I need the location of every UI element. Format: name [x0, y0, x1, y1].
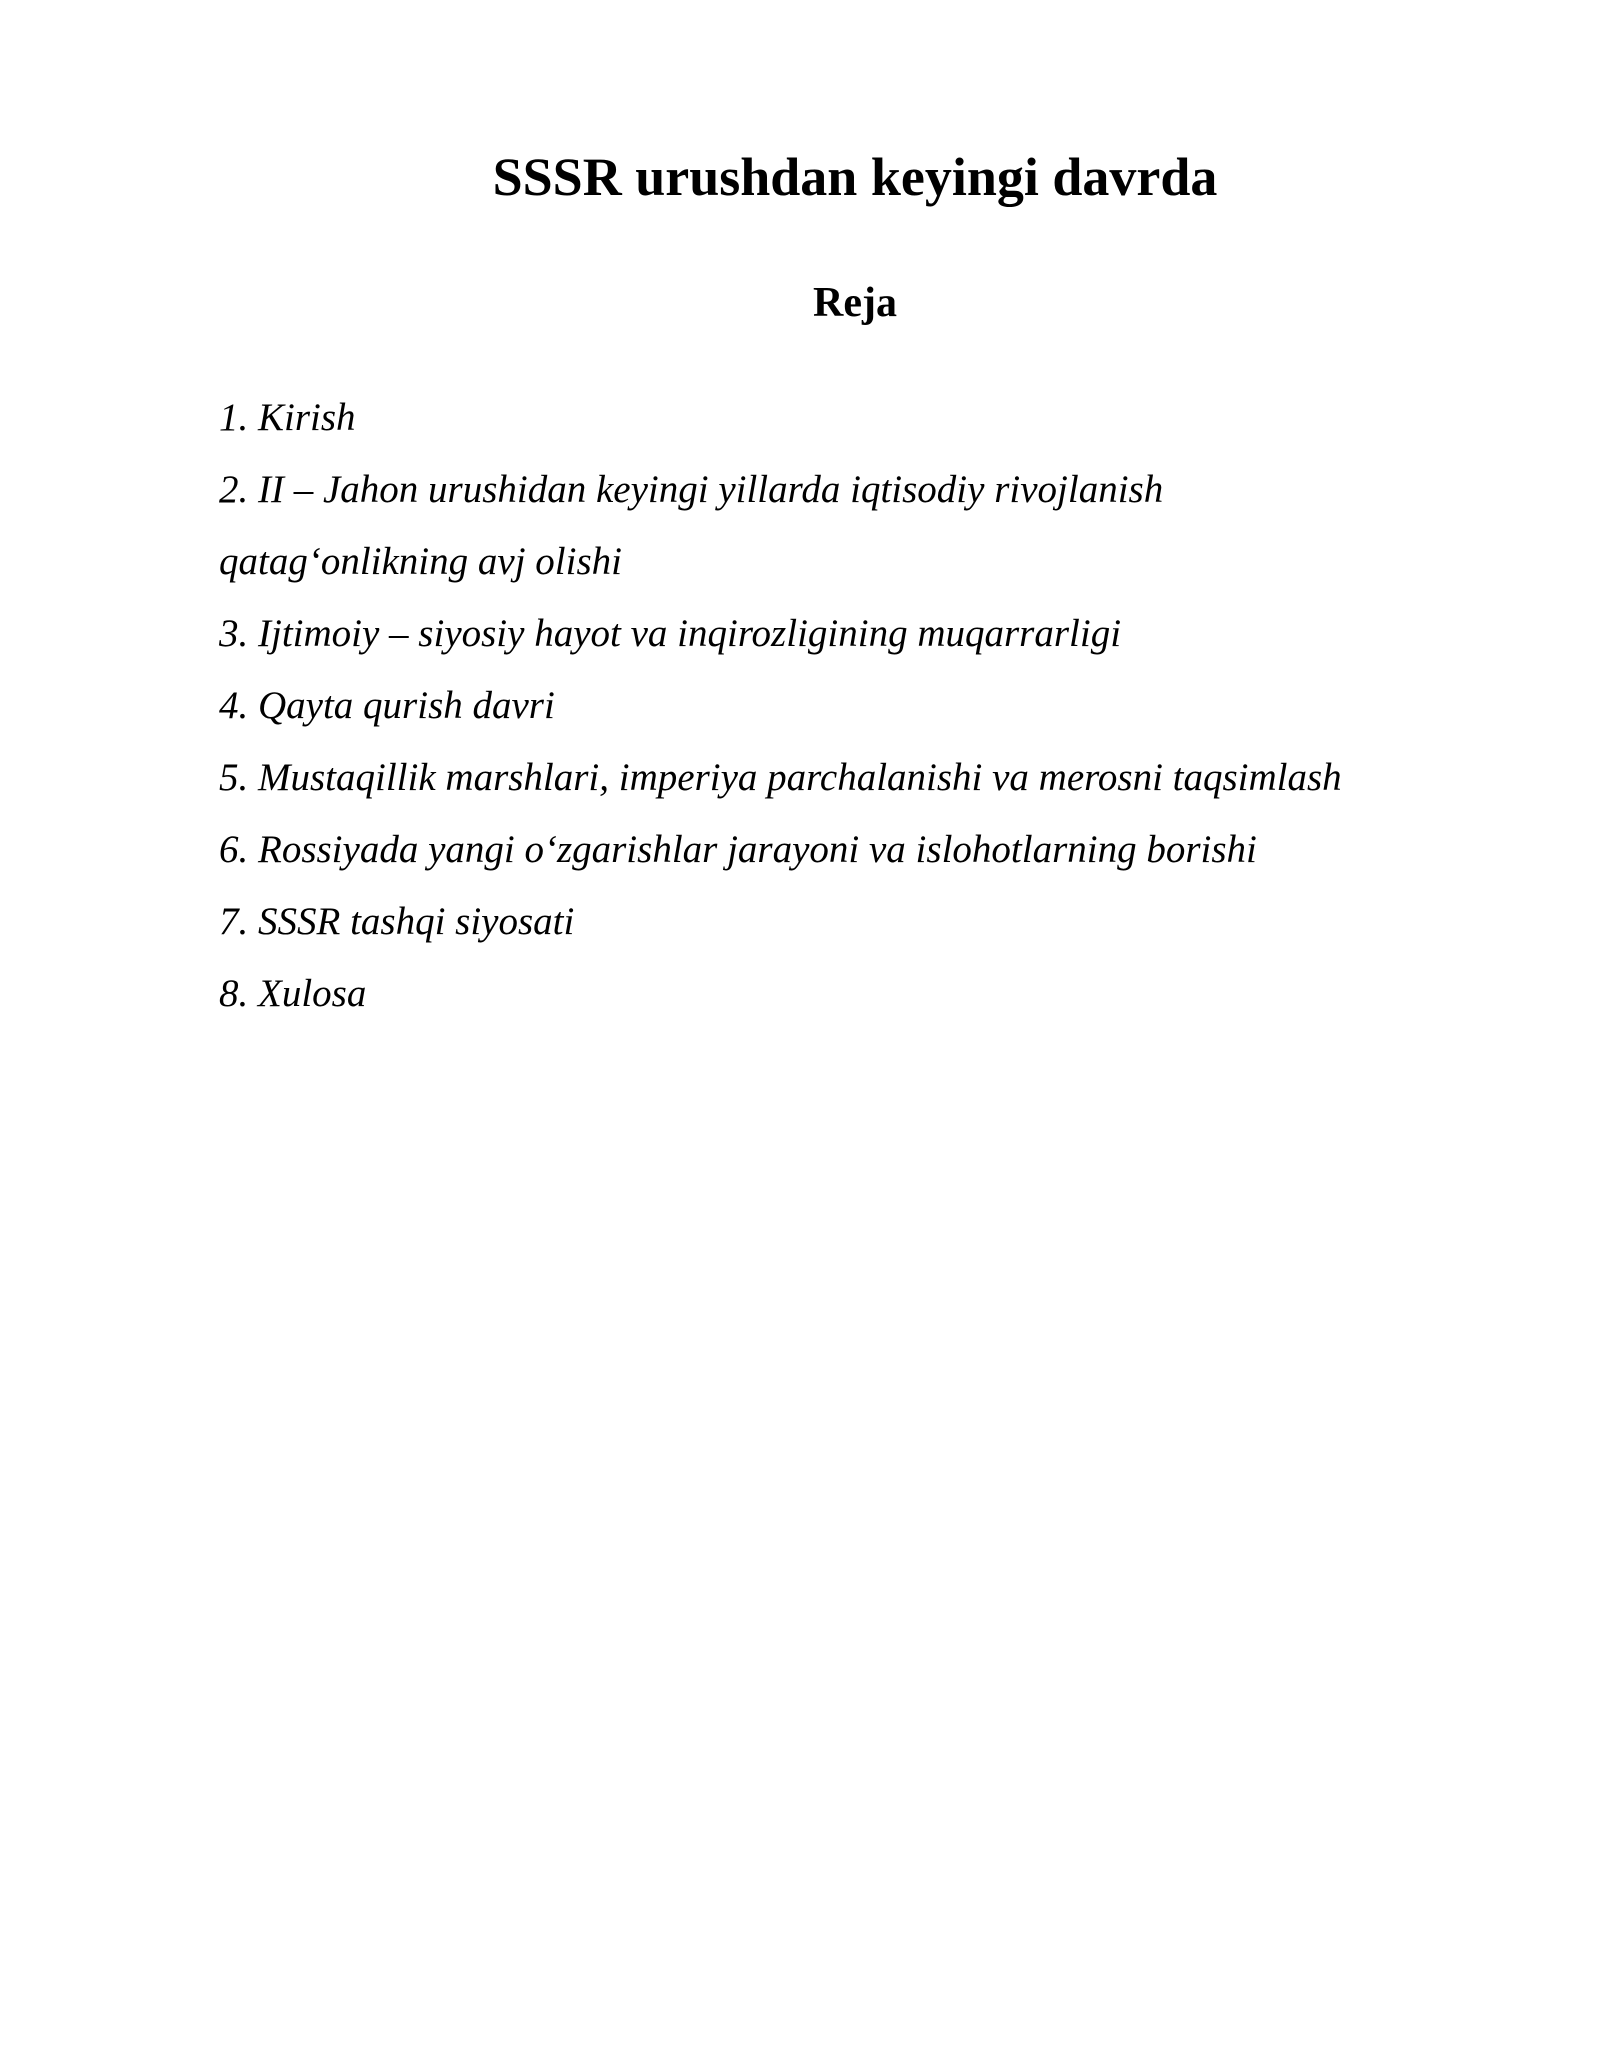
document-title: SSSR urushdan keyingi davrda: [492, 147, 1218, 207]
plan-heading: Reja: [813, 280, 897, 326]
plan-item-social-political-life: 3. Ijtimoiy – siyosiy hayot va inqirozligining muqarrarligi: [219, 612, 1122, 655]
plan-item-independence-marches: 5. Mustaqillik marshlari, imperiya parchalanishi va merosni taqsimlash: [219, 756, 1342, 799]
plan-item-economic-development-continued: qatag‘onlikning avj olishi: [219, 540, 622, 583]
plan-item-economic-development: 2. II – Jahon urushidan keyingi yillarda iqtisodiy rivojlanish: [219, 468, 1164, 511]
plan-list: [219, 382, 1479, 1030]
plan-item-kirish: 1. Kirish: [219, 396, 356, 439]
plan-item-russia-reforms: 6. Rossiyada yangi o‘zgarishlar jarayoni va islohotlarning borishi: [219, 828, 1257, 871]
plan-item-conclusion: 8. Xulosa: [219, 972, 367, 1015]
plan-item-perestroika: 4. Qayta qurish davri: [219, 684, 555, 727]
plan-item-foreign-policy: 7. SSSR tashqi siyosati: [219, 900, 575, 943]
